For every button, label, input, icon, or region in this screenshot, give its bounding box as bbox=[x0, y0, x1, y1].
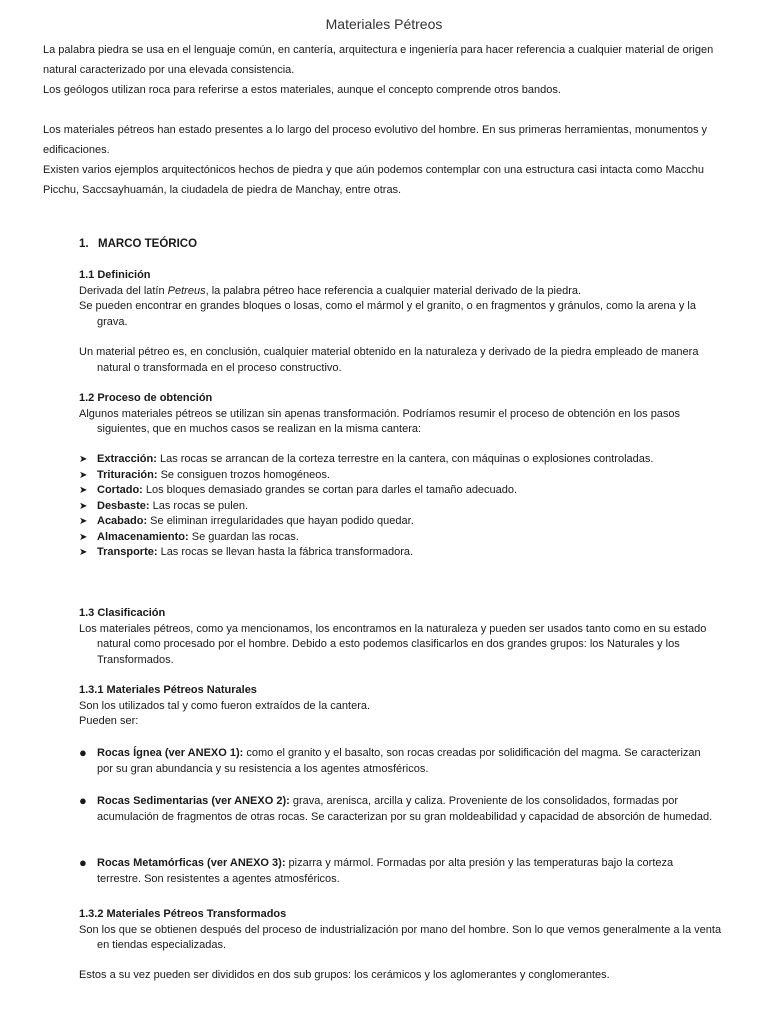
transformados-paragraph-2: Estos a su vez pueden ser divididos en dos sub grupos: los cerámicos y los aglomerantes y conglomerantes. bbox=[79, 969, 610, 981]
bullet-dot-icon: ● bbox=[79, 793, 87, 808]
document-title: Materiales Pétreos bbox=[325, 16, 443, 32]
step-term: Extracción: bbox=[97, 453, 157, 465]
intro-paragraphs bbox=[43, 40, 733, 100]
clasificacion-paragraph-1: Los materiales pétreos, como ya mencionamos, los encontramos en la naturaleza y pueden ser usados tanto como en su estado natural como procesado por el hombre. Debido a esto podemos clasificarlos en dos grandes grupos: los Naturales y los Transformados. bbox=[79, 622, 707, 666]
step-text: Los bloques demasiado grandes se cortan para darles el tamaño adecuado. bbox=[142, 484, 518, 496]
intro-paragraph-3: Los materiales pétreos han estado presentes a lo largo del proceso evolutivo del hombre. En sus primeras herramientas, monumentos y edificaciones. bbox=[43, 124, 708, 156]
section-naturales bbox=[79, 683, 729, 730]
arrow-bullet-icon: ➤ bbox=[79, 469, 88, 481]
intro-paragraphs-2 bbox=[43, 120, 733, 200]
section-transformados bbox=[79, 907, 729, 954]
definicion-paragraph-1: Derivada del latín Petreus, la palabra pétreo hace referencia a cualquier material derivado de la piedra. bbox=[79, 284, 582, 297]
bullet-dot-icon: ● bbox=[79, 855, 87, 870]
naturales-paragraph-2: Pueden ser: bbox=[79, 715, 139, 727]
step-term: Acabado: bbox=[97, 515, 148, 527]
bullet-text: grava, arenisca, arcilla y caliza. Proveniente de los consolidados, formadas por acumulación de fragmentos de otras rocas. Se caracterizan por su gran moldeabilidad y capacidad de absorción de humedad. bbox=[97, 795, 713, 823]
proceso-paragraph-1: Algunos materiales pétreos se utilizan sin apenas transformación. Podríamos resumir el proceso de obtención en los pasos siguientes, que en muchos casos se realizan en la misma cantera: bbox=[79, 407, 681, 435]
arrow-bullet-icon: ➤ bbox=[79, 531, 88, 543]
steps-list bbox=[79, 452, 729, 561]
bullet-term: Rocas Ígnea (ver ANEXO 1): bbox=[97, 747, 244, 759]
arrow-bullet-icon: ➤ bbox=[79, 454, 88, 465]
step-text: Las rocas se pulen. bbox=[149, 499, 249, 512]
arrow-bullet-icon: ➤ bbox=[79, 500, 88, 512]
section-proceso bbox=[79, 391, 729, 438]
intro-paragraph-2: Los geólogos utilizan roca para referirse a estos materiales, aunque el concepto comprende otros bandos. bbox=[43, 84, 561, 96]
heading-naturales: 1.3.1 Materiales Pétreos Naturales bbox=[79, 684, 257, 696]
step-text: Se guardan las rocas. bbox=[188, 530, 299, 543]
section-number: 1. bbox=[79, 238, 89, 250]
step-item bbox=[79, 483, 729, 499]
step-item bbox=[79, 545, 729, 561]
bullet-text: como el granito y el basalto, son rocas creadas por solidificación del magma. Se caracterizan por su gran abundancia y su resistencia a los agentes atmosféricos. bbox=[97, 747, 701, 775]
bullet-rocas-sedimentarias bbox=[79, 793, 719, 825]
proceso-steps bbox=[79, 452, 729, 561]
naturales-paragraph-1: Son los utilizados tal y como fueron extraídos de la cantera. bbox=[79, 699, 371, 712]
section-definicion bbox=[79, 268, 729, 330]
bullet-rocas-ignea bbox=[79, 745, 719, 777]
intro-paragraph-4: Existen varios ejemplos arquitectónicos hechos de piedra y que aún podemos contemplar con una estructura casi intacta como Macchu Picchu, Saccsayhuamán, la ciudadela de piedra de Manchay, entre otras. bbox=[43, 164, 704, 196]
step-text: Las rocas se arrancan de la corteza terrestre en la cantera, con máquinas o explosiones controladas. bbox=[156, 453, 654, 465]
transformados-subgroups bbox=[79, 968, 729, 984]
section-clasificacion bbox=[79, 606, 729, 668]
arrow-bullet-icon: ➤ bbox=[79, 516, 88, 527]
intro-paragraph-1: La palabra piedra se usa en el lenguaje común, en cantería, arquitectura e ingeniería para hacer referencia a cualquier material de origen natural caracterizado por una elevada consistencia. bbox=[43, 44, 714, 76]
step-term: Trituración: bbox=[97, 468, 158, 481]
step-term: Almacenamiento: bbox=[97, 530, 189, 543]
heading-clasificacion: 1.3 Clasificación bbox=[79, 607, 166, 619]
step-text: Se consiguen trozos homogéneos. bbox=[157, 468, 330, 481]
step-term: Transporte: bbox=[97, 546, 158, 558]
step-item bbox=[79, 514, 729, 530]
step-item bbox=[79, 499, 729, 515]
bullet-term: Rocas Sedimentarias (ver ANEXO 2): bbox=[97, 795, 290, 807]
section-title: MARCO TEÓRICO bbox=[98, 238, 198, 250]
bullet-rocas-metamorficas bbox=[79, 855, 719, 887]
definicion-paragraph-2: Se pueden encontrar en grandes bloques o losas, como el mármol y el granito, o en fragmentos y gránulos, como la arena y la grava. bbox=[79, 300, 696, 328]
step-term: Cortado: bbox=[97, 484, 143, 496]
step-text: Las rocas se llevan hasta la fábrica transformadora. bbox=[157, 546, 414, 558]
section-heading-marco-teorico bbox=[79, 238, 197, 250]
heading-definicion: 1.1 Definición bbox=[79, 269, 151, 281]
definicion-paragraph-3: Un material pétreo es, en conclusión, cualquier material obtenido en la naturaleza y derivado de la piedra empleado de manera natural o transformada en el proceso constructivo. bbox=[79, 346, 699, 374]
step-item bbox=[79, 468, 729, 484]
bullet-dot-icon: ● bbox=[79, 745, 87, 760]
step-item bbox=[79, 530, 729, 546]
bullet-text: pizarra y mármol. Formadas por alta presión y las temperaturas bajo la corteza terrestre. Son resistentes a agentes atmosféricos. bbox=[97, 857, 674, 885]
bullet-term: Rocas Metamórficas (ver ANEXO 3): bbox=[97, 857, 286, 869]
arrow-bullet-icon: ➤ bbox=[79, 547, 88, 558]
heading-proceso: 1.2 Proceso de obtención bbox=[79, 392, 213, 404]
transformados-paragraph-1: Son los que se obtienen después del proceso de industrialización por mano del hombre. Son lo que vemos generalmente a la venta en tiendas especializadas. bbox=[79, 923, 722, 951]
step-term: Desbaste: bbox=[97, 499, 150, 512]
step-item bbox=[79, 452, 729, 468]
arrow-bullet-icon: ➤ bbox=[79, 485, 88, 496]
step-text: Se eliminan irregularidades que hayan podido quedar. bbox=[147, 515, 414, 527]
definicion-conclusion bbox=[79, 345, 729, 376]
heading-transformados: 1.3.2 Materiales Pétreos Transformados bbox=[79, 908, 287, 920]
